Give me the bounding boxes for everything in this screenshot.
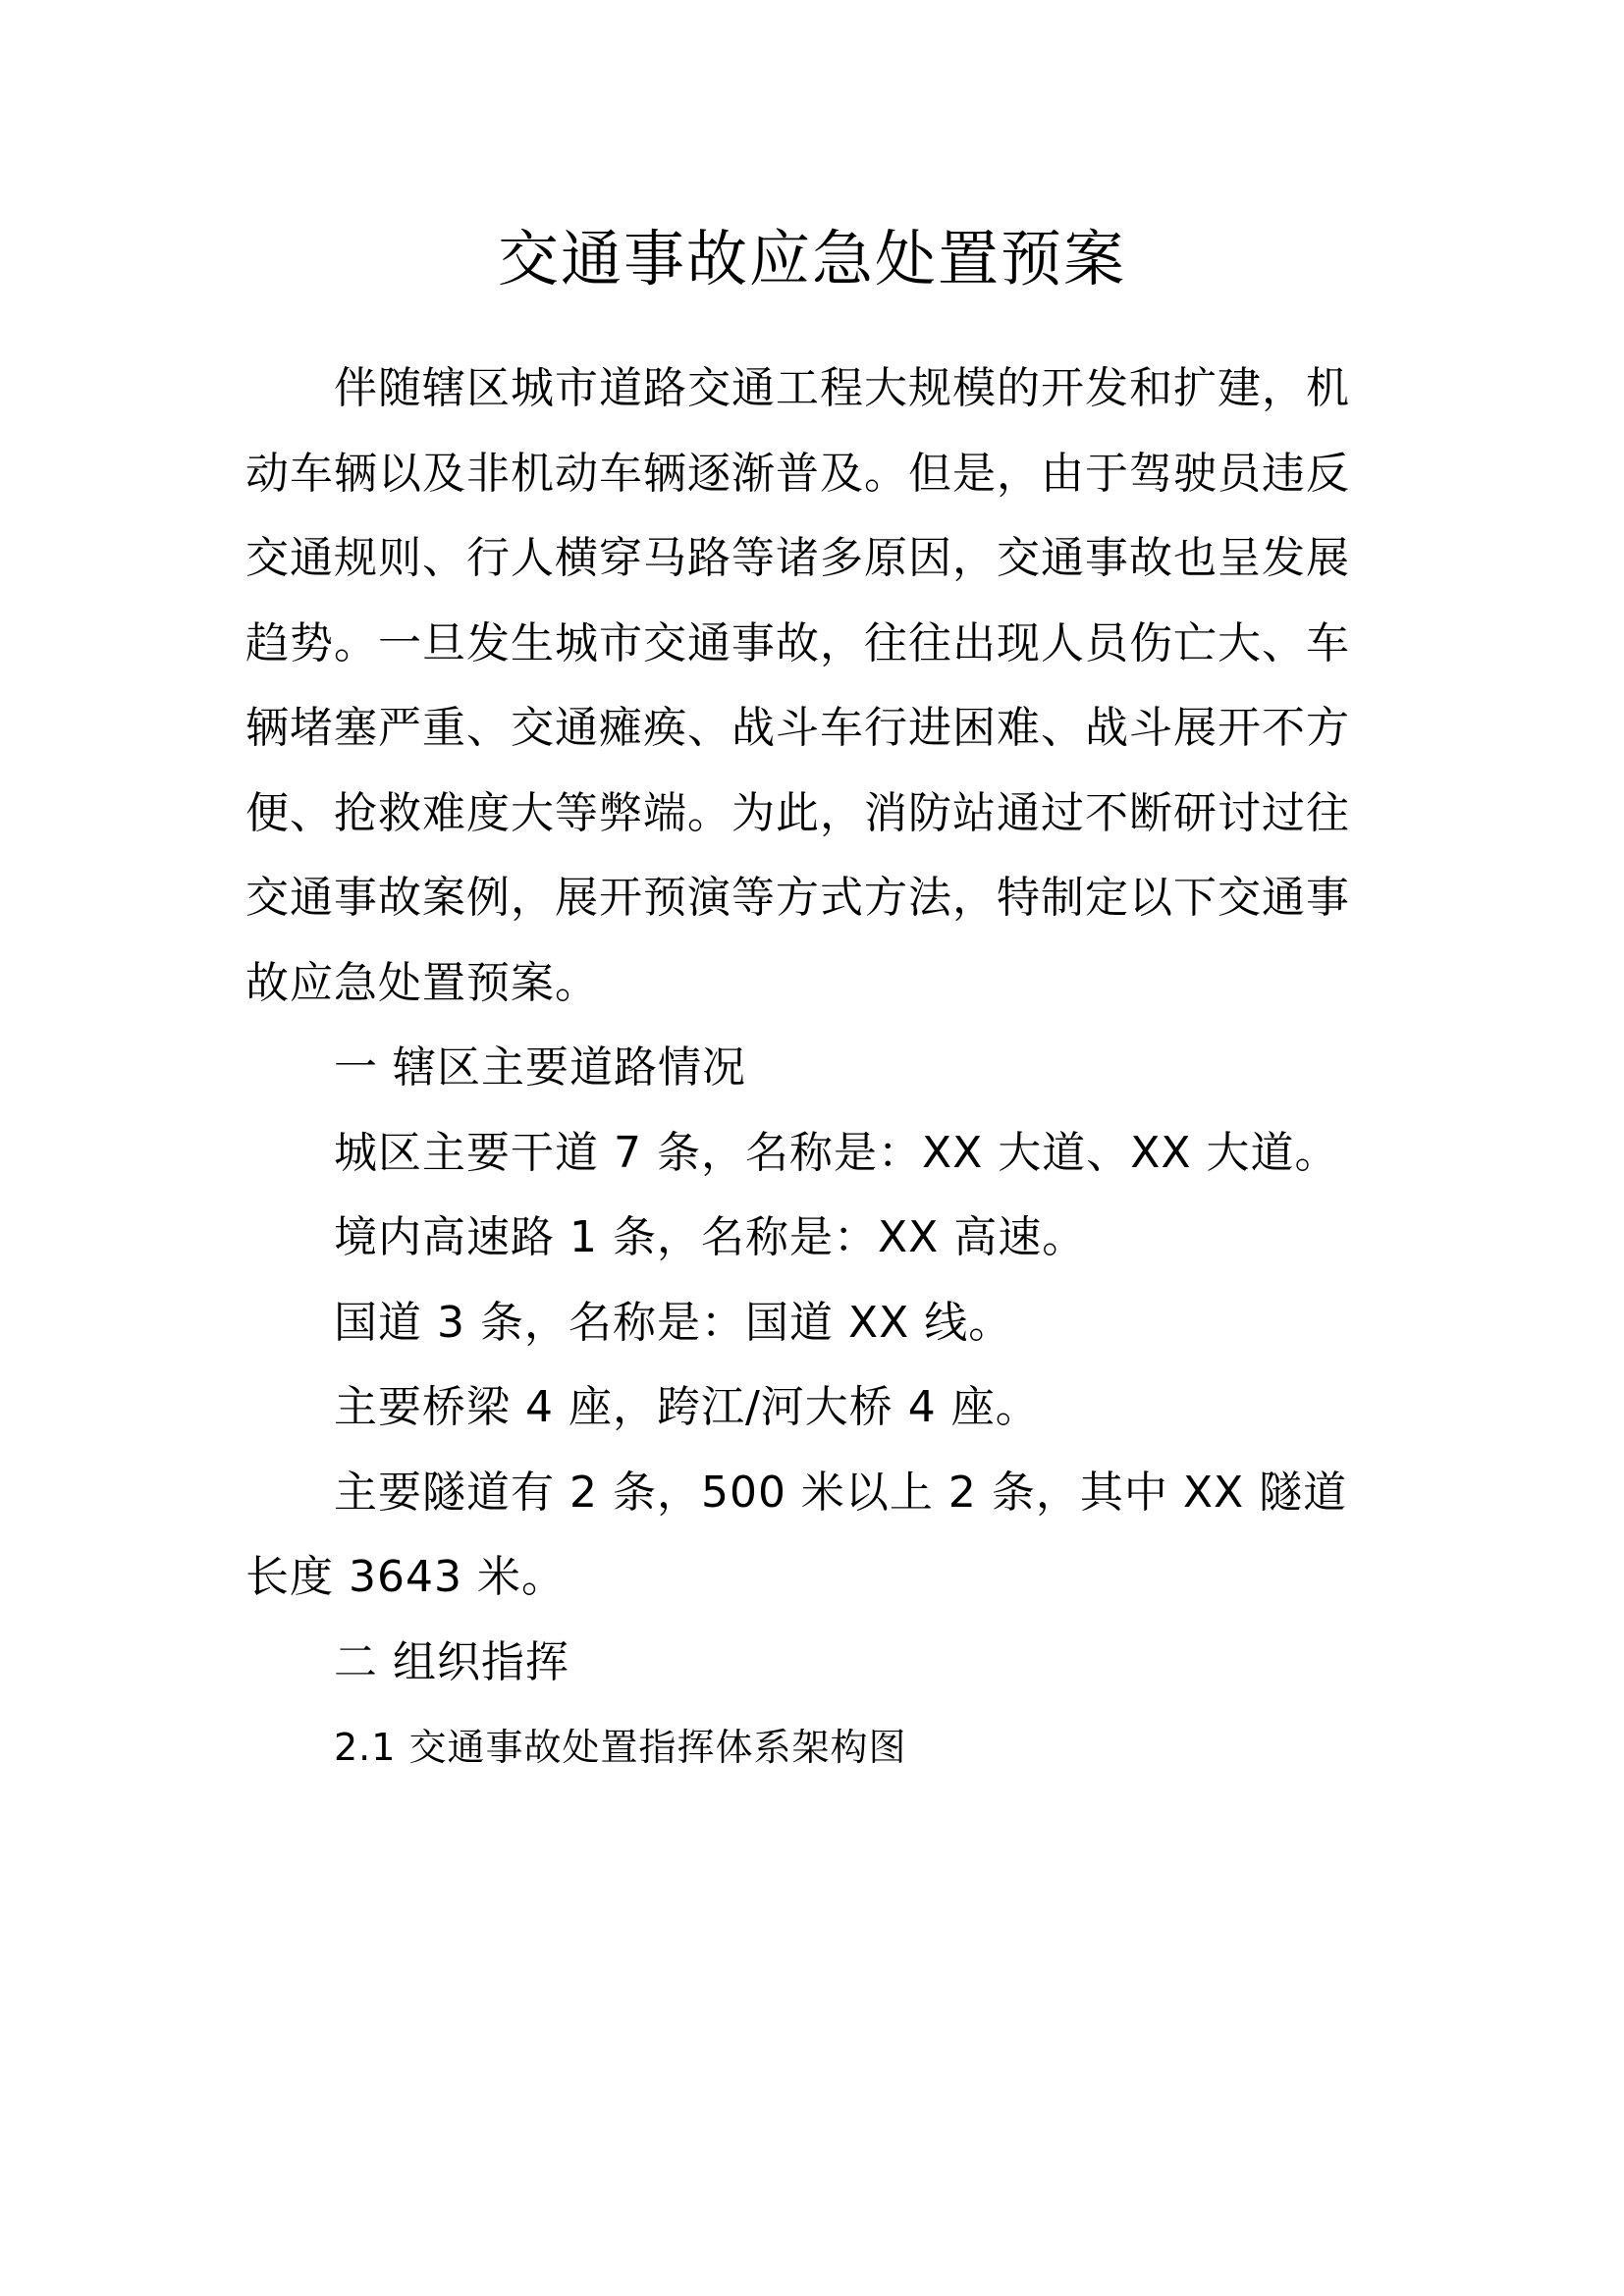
intro-paragraph: 伴随辖区城市道路交通工程大规模的开发和扩建，机动车辆以及非机动车辆逐渐普及。但是，由于驾驶员违反交通规则、行人横穿马路等诸多原因，交通事故也呈发展趋势。一旦发生城市交通事故，往往出现人员伤亡大、车辆堵塞严重、交通瘫痪、战斗车行进困难、战斗展开不方便、抢救难度大等弊端。为此，消防站通过不断研讨过往交通事故案例，展开预演等方式方法，特制定以下交通事故应急处置预案。 [245, 363, 1350, 1008]
document-body [245, 347, 1384, 1790]
road-line-main-arteries: 城区主要干道 7 条，名称是：XX 大道、XX 大道。 [334, 1127, 1339, 1178]
document-title: 交通事故应急处置预案 [497, 223, 1126, 294]
section1-heading: 一 辖区主要道路情况 [334, 1042, 746, 1093]
tunnel-paragraph: 主要隧道有 2 条，500 米以上 2 条，其中 XX 隧道长度 3643 米。 [245, 1467, 1348, 1602]
section2-subheading: 2.1 交通事故处置指挥体系架构图 [334, 1726, 907, 1769]
road-line-expressway: 境内高速路 1 条，名称是：XX 高速。 [334, 1212, 1087, 1262]
section2-heading: 二 组织指挥 [334, 1636, 569, 1687]
road-line-bridges: 主要桥梁 4 座，跨江/河大桥 4 座。 [334, 1382, 1040, 1432]
road-line-national-roads: 国道 3 条，名称是：国道 XX 线。 [334, 1297, 1013, 1348]
